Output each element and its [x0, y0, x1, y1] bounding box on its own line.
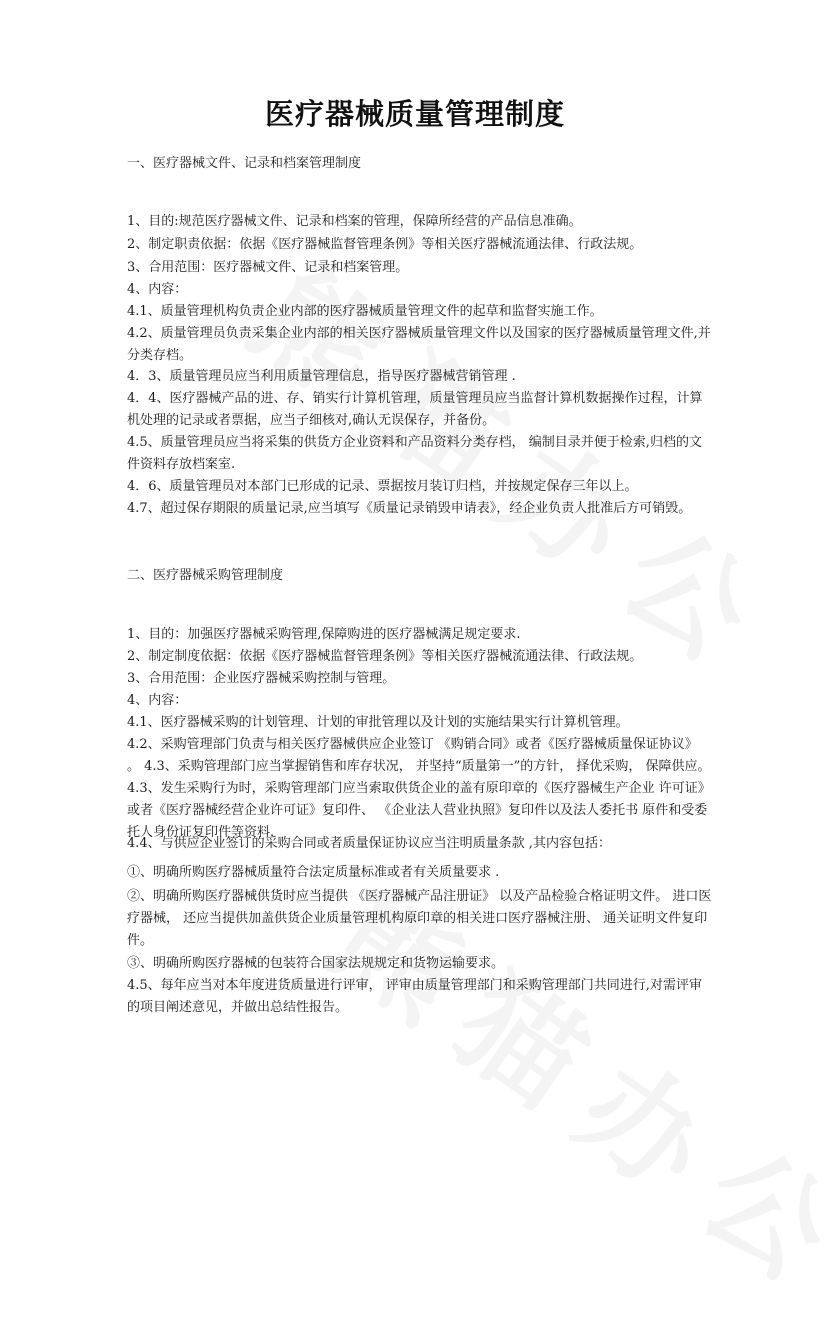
section-1-item-4-5: 4.5、质量管理员应当将采集的供货方企业资料和产品资料分类存档， 编制目录并便于检索,归档的文件资料存放档案室.	[127, 435, 702, 472]
section-2-item-4-2: 4.2、采购管理部门负责与相关医疗器械供应企业签订 《购销合同》或者《医疗器械质量保证协议》 。 4.3、采购管理部门应当掌握销售和库存状况， 并坚持“质量第一”的方针， 择优采购， 保障供应。 4.3、发生采购行为时，采购管理部门应当索取供货企业的盖有原印章的《医疗器械生产企业 许可证》或者《医疗器械经营企业许可证》复印件、 《企业法人营业执照》复印件以及法人委托书 原件和受委托人身份证复印件等资料.	[127, 737, 711, 840]
section-1-item-4-7: 4.7、超过保存期限的质量记录,应当填写《质量记录销毁申请表》，经企业负责人批准后方可销毁。	[127, 501, 692, 516]
section-1-item-4-1: 4.1、质量管理机构负责企业内部的医疗器械质量管理文件的起草和监督实施工作。	[127, 304, 603, 319]
section-1-item-3: 3、合用范围：医疗器械文件、记录和档案管理。	[127, 260, 409, 275]
section-2-item-2: 2、制定制度依据：依据《医疗器械监督管理条例》等相关医疗器械流通法律、行政法规。	[127, 649, 643, 664]
section-1-item-1: 1、目的:规范医疗器械文件、记录和档案的管理，保障所经营的产品信息准确。	[127, 214, 582, 229]
section-2-item-4: 4、内容：	[127, 693, 188, 708]
section-2-item-4-1: 4.1、医疗器械采购的计划管理、计划的审批管理以及计划的实施结果实行计算机管理。	[127, 715, 629, 730]
section-1-item-4: 4、内容：	[127, 282, 188, 297]
section-2-item-4-4: 4.4、与供应企业签订的采购合同或者质量保证协议应当注明质量条款 ,其内容包括：	[127, 836, 611, 851]
section-2-clause-1: ①、明确所购医疗器械质量符合法定质量标准或者有关质量要求 .	[127, 865, 500, 880]
section-2-heading: 二、医疗器械采购管理制度	[127, 568, 284, 583]
section-2-clause-2: ②、明确所购医疗器械供货时应当提供 《医疗器械产品注册证》 以及产品检验合格证明文件。 进口医疗器械， 还应当提供加盖供货企业质量管理机构原印章的相关进口医疗器械注册、 通关证明文件复印件。	[127, 889, 712, 948]
section-2-item-1: 1、目的：加强医疗器械采购管理,保障购进的医疗器械满足规定要求.	[127, 627, 521, 642]
section-1-item-2: 2、制定职责依据：依据《医疗器械监督管理条例》等相关医疗器械流通法律、行政法规。	[127, 237, 643, 252]
document-title: 医疗器械质量管理制度	[264, 97, 565, 131]
section-2-item-4-5: 4.5、每年应当对本年度进货质量进行评审， 评审由质量管理部门和采购管理部门共同进行,对需评审的项目阐述意见，并做出总结性报告。	[127, 978, 702, 1015]
section-1-item-4-4: 4．4、医疗器械产品的进、存、销实行计算机管理，质量管理员应当监督计算机数据操作过程，计算机处理的记录或者票据，应当子细核对,确认无误保存，并备份。	[127, 391, 703, 428]
section-1-item-4-3: 4．3、质量管理员应当利用质量管理信息，指导医疗器械营销管理 .	[127, 369, 516, 384]
section-1-item-4-6: 4．6、质量管理员对本部门已形成的记录、票据按月装订归档，并按规定保存三年以上。	[127, 479, 638, 494]
section-2-clause-3: ③、明确所购医疗器械的包装符合国家法规规定和货物运输要求。	[127, 956, 505, 971]
section-2-item-3: 3、合用范围：企业医疗器械采购控制与管理。	[127, 671, 396, 686]
section-1-heading: 一、医疗器械文件、记录和档案管理制度	[127, 156, 362, 171]
section-1-item-4-2: 4.2、质量管理员负责采集企业内部的相关医疗器械质量管理文件以及国家的医疗器械质量管理文件,并分类存档。	[127, 326, 711, 363]
